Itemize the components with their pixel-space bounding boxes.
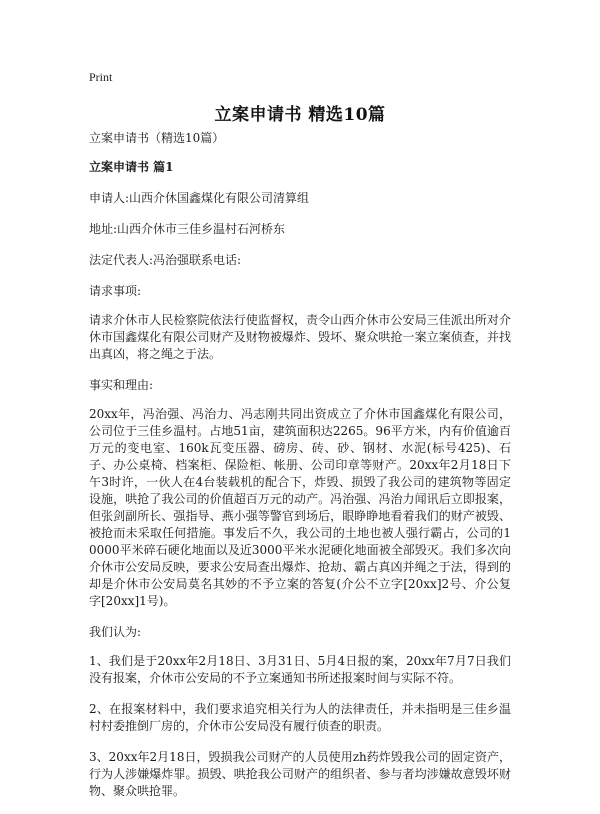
request-label: 请求事项: xyxy=(89,284,142,298)
we-think-label: 我们认为: xyxy=(89,625,142,639)
section-heading: 立案申请书 篇1 xyxy=(89,160,174,174)
facts-paragraph: 20xx年，冯治强、冯治力、冯志刚共同出资成立了介休市国鑫煤化有限公司，公司位于三佳乡温村。占地51亩，建筑面积达2265。96平方米，内有价值逾百万元的变电室、160k瓦变压器、磅房、砖、砂、钢材、水泥(标号425)、石子、办公桌椅、档案柜、保险柜、帐册、公司印章等财产。20xx年2月18日下午3时许，一伙人在4台装载机的配合下，炸毁、损毁了我公司的建筑物等固定设施，哄抢了我公司的价值超百万元的动产。冯治强、冯治力闻讯后立即报案，但张剑副所长、强指导、燕小强等警官到场后，眼睁睁地看着我们的财产被毁、被抢而未采取任何措施。事发后不久，我公司的土地也被人强行霸占，公司的10000平米碎石硬化地面以及近3000平米水泥硬化地面被全部毁灭。我们多次向介休市公安局反映，要求公安局查出爆炸、抢劫、霸占真凶并绳之于法，得到的却是介休市公安局莫名其妙的不予立案的答复(介公不立字[20xx]2号、介公复字[20xx]1号)。 xyxy=(89,407,511,608)
document-subtitle: 立案申请书（精选10篇） xyxy=(89,131,225,145)
legal-representative-line: 法定代表人:冯治强联系电话: xyxy=(89,253,242,267)
document-body xyxy=(89,130,511,814)
print-link[interactable]: Print xyxy=(89,70,113,84)
point-2: 2、在报案材料中，我们要求追究相关行为人的法律责任，并未指明是三佳乡温村村委推倒厂房的，介休市公安局没有履行侦查的职责。 xyxy=(89,702,511,733)
point-3: 3、20xx年2月18日，毁损我公司财产的人员使用zh药炸毁我公司的固定资产，行为人涉嫌爆炸罪。损毁、哄抢我公司财产的组织者、参与者均涉嫌故意毁坏财物、聚众哄抢罪。 xyxy=(89,750,511,798)
point-1: 1、我们是于20xx年2月18日、3月31日、5月4日报的案，20xx年7月7日我们没有报案，介休市公安局的不予立案通知书所述报案时间与实际不符。 xyxy=(89,654,511,685)
address-line: 地址:山西介休市三佳乡温村石河桥东 xyxy=(89,222,286,236)
applicant-line: 申请人:山西介休国鑫煤化有限公司清算组 xyxy=(89,191,310,205)
facts-label: 事实和理由: xyxy=(89,378,154,392)
request-paragraph: 请求介休市人民检察院依法行使监督权，责令山西介休市公安局三佳派出所对介休市国鑫煤化有限公司财产及财物被爆炸、毁坏、聚众哄抢一案立案侦查，并找出真凶，将之绳之于法。 xyxy=(89,313,511,361)
document-title: 立案申请书 精选10篇 xyxy=(214,105,386,125)
